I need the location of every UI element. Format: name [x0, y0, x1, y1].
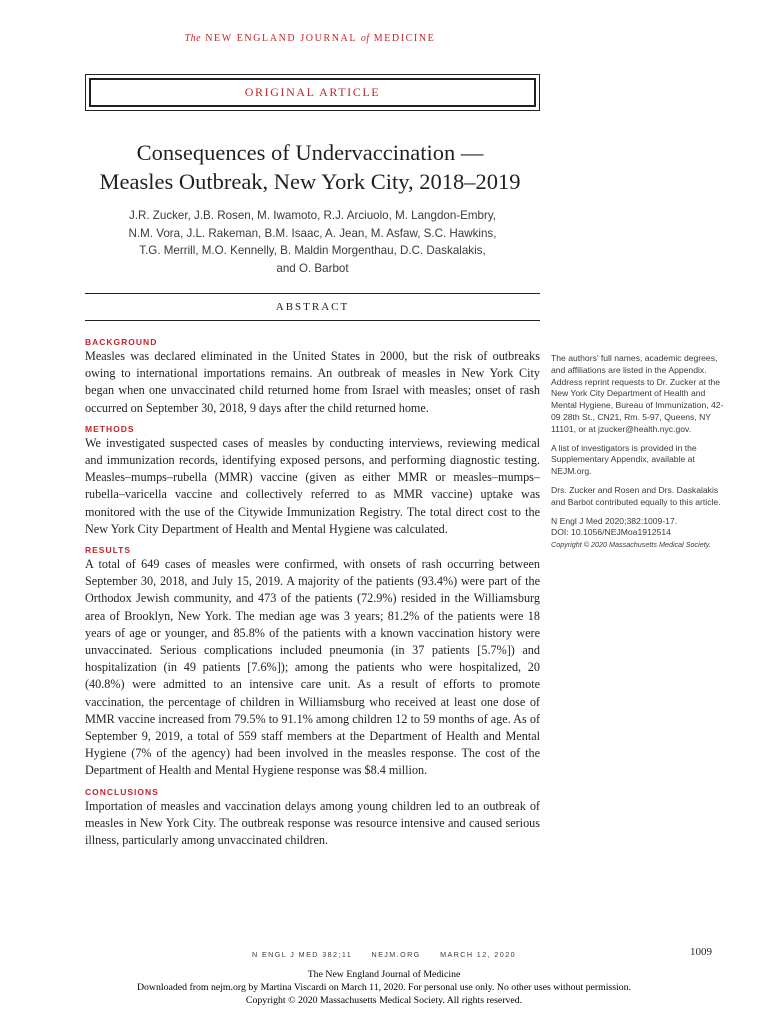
page-number: 1009 [690, 946, 712, 958]
footer-site: NEJM.ORG [371, 950, 421, 959]
article-title [60, 138, 560, 196]
background-text: Measles was declared eliminated in the United States in 2000, but the risk of outbreaks owing to international importations remains. An outbreak of measles in New York City began when one unvaccinated child returned home from Israel with measles; onset of rash occurred on September 30, 2018, 9 days after the child returned home. [85, 349, 540, 415]
conclusions-heading: CONCLUSIONS [85, 786, 159, 797]
section-background [85, 337, 540, 417]
footer-date: MARCH 12, 2020 [440, 950, 516, 959]
title-line-2: Measles Outbreak, New York City, 2018–2019 [99, 169, 521, 194]
abstract-body [85, 337, 540, 856]
citation: N Engl J Med 2020;382:1009-17. [551, 515, 678, 526]
copyright-note: Copyright © 2020 Massachusetts Medical Society. [551, 540, 711, 550]
download-line-2: Downloaded from nejm.org by Martina Viscardi on March 11, 2020. For personal use only. No other uses without permission. [136, 982, 632, 993]
sidebar-notes [551, 353, 731, 558]
journal-name-part-b: MEDICINE [373, 33, 436, 44]
footer-journal-ref: N ENGL J MED 382;11 [252, 950, 353, 959]
results-heading: RESULTS [85, 545, 132, 556]
background-heading: BACKGROUND [85, 337, 158, 347]
doi: DOI: 10.1056/NEJMoa1912514 [551, 527, 671, 538]
results-text: A total of 649 cases of measles were confirmed, with onsets of rash occurring between September 30, 2018, and July 15, 2019. A majority of the patients (93.4%) were part of the Orthodox Jewish community, and 473 of the patients (72.9%) resided in the Williamsburg area of Brooklyn, New York. The median age was 3 years; 81.2% of the patients were 18 years of age or younger, and 85.8% of the patients with a known vaccination history were unvaccinated. Serious complications included pneumonia (in 37 patients [5.7%]) and hospitalization (in 49 patients [7.6%]); among the patients who were hospitalized, 20 (40.8%) were admitted to an intensive care unit. As a result of efforts to promote vaccination, the percentage of children in Williamsburg who received at least one dose of MMR vaccine increased from 79.5% to 91.1% among children 12 to 59 months of age. As of September 9, 2019, a total of 559 staff members at the Department of Health and Mental Hygiene (7% of the agency) had been involved in the measles response. The cost of the Department of Health and Mental Hygiene response was $8.4 million. [85, 557, 540, 778]
section-results [85, 545, 540, 780]
contribution-note: Drs. Zucker and Rosen and Drs. Daskalakis and Barbot contributed equally to this article. [551, 484, 721, 507]
journal-masthead [0, 33, 620, 44]
authors-line-2: N.M. Vora, J.L. Rakeman, B.M. Isaac, A. Jean, M. Asfaw, S.C. Hawkins, [128, 226, 497, 240]
download-line-1: The New England Journal of Medicine [307, 969, 461, 980]
download-line-3: Copyright © 2020 Massachusetts Medical Society. All rights reserved. [245, 995, 523, 1006]
methods-heading: METHODS [85, 423, 135, 434]
section-methods [85, 424, 540, 538]
conclusions-text: Importation of measles and vaccination delays among young children led to an outbreak of measles in New York City. The outbreak response was resource intensive and caused serious illness, particularly among unvaccinated children. [85, 798, 540, 848]
section-conclusions [85, 787, 540, 850]
article-type-label: ORIGINAL ARTICLE [89, 78, 536, 107]
authors-line-4: and O. Barbot [276, 262, 349, 276]
abstract-heading: ABSTRACT [85, 293, 540, 321]
authors-line-1: J.R. Zucker, J.B. Rosen, M. Iwamoto, R.J. Arciuolo, M. Langdon-Embry, [128, 209, 497, 222]
page-footer [0, 950, 768, 959]
methods-text: We investigated suspected cases of measles by conducting interviews, reviewing medical and immunization records, identifying exposed persons, and performing diagnostic testing. Measles–mumps–rubella (MMR) vaccine (given as either MMR or measles–mumps–rubella–varicella vaccine and collectively referred to as MMR vaccine) uptake was monitored with the use of the Citywide Immunization Registry. The total direct cost to the New York City Department of Health and Mental Hygiene was calculated. [85, 435, 540, 536]
article-type-box [85, 74, 540, 111]
authors-line-3: T.G. Merrill, M.O. Kennelly, B. Maldin Morgenthau, D.C. Daskalakis, [139, 244, 486, 258]
download-notice [0, 968, 768, 1007]
investigators-note: A list of investigators is provided in the Supplementary Appendix, available at NEJM.org. [551, 442, 697, 477]
affiliations-note: The authors’ full names, academic degrees, and affiliations are listed in the Appendix. Address reprint requests to Dr. Zucker at the New York City Department of Health and Mental Hygiene, Bureau of Immunization, 42-09 28th St., CN21, Rm. 5-97, Queens, NY 11101, or at jzucker@health.nyc.gov. [551, 353, 724, 434]
journal-prefix: The [184, 33, 202, 44]
author-list [90, 207, 535, 278]
journal-name-of: of [360, 33, 370, 44]
title-line-1: Consequences of Undervaccination — [136, 140, 484, 165]
journal-name-part-a: NEW ENGLAND JOURNAL [205, 33, 357, 44]
